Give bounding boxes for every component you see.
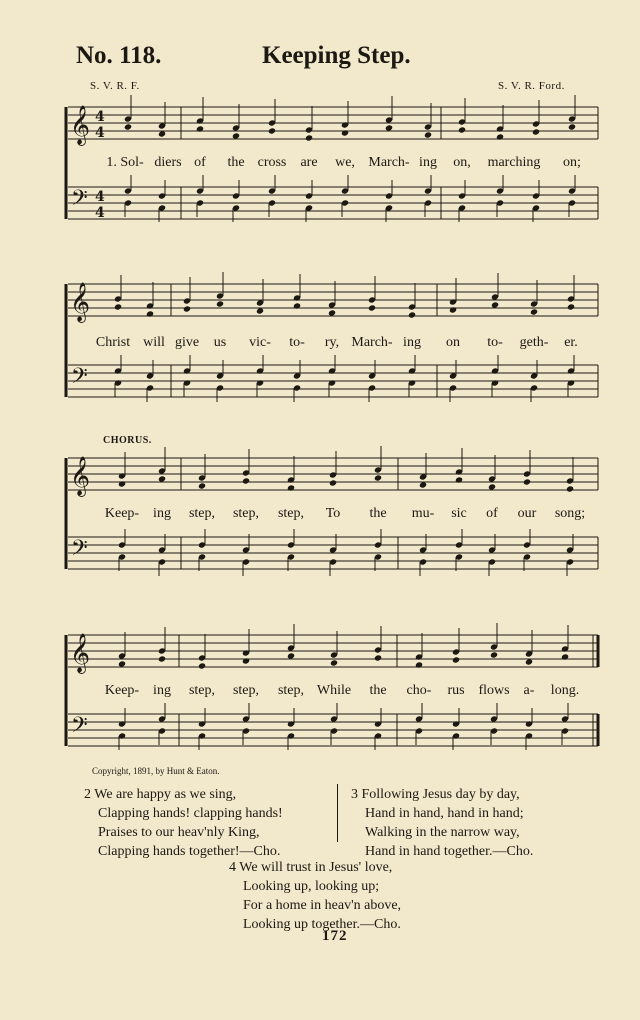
time-signature: 4 xyxy=(95,205,105,221)
lyric-syllable: on xyxy=(446,335,460,350)
lyric-syllable: 1. Sol- xyxy=(106,155,144,170)
lyric-syllable: er. xyxy=(564,335,578,350)
time-signature: 4 xyxy=(95,189,105,205)
lyricist-credit: S. V. R. F. xyxy=(90,80,140,92)
lyric-syllable: ing xyxy=(403,335,421,350)
stanza-line: For a home in heav'n above, xyxy=(243,898,402,913)
lyric-syllable: ry, xyxy=(324,335,340,350)
lyric-syllable: step, xyxy=(188,683,216,698)
lyric-syllable: While xyxy=(316,683,352,698)
lyric-syllable: of xyxy=(486,506,498,521)
stanza-line: Looking up together.—Cho. xyxy=(243,917,401,932)
lyric-syllable: we, xyxy=(335,155,355,170)
lyric-syllable: Christ xyxy=(95,335,131,350)
bass-clef: 𝄢 xyxy=(71,364,88,394)
lyric-syllable: Keep- xyxy=(104,506,140,521)
lyric-syllable: will xyxy=(143,335,165,350)
stanza-line: 2 We are happy as we sing, xyxy=(84,787,237,802)
lyric-syllable: geth- xyxy=(519,335,549,350)
lyric-syllable: step, xyxy=(232,506,260,521)
lyric-line-2 xyxy=(0,335,640,353)
lyric-syllable: a- xyxy=(523,683,535,698)
lyric-syllable: diers xyxy=(154,155,182,170)
lyric-syllable: of xyxy=(194,155,206,170)
stanza-line: Walking in the narrow way, xyxy=(365,825,520,840)
stanza-4 xyxy=(229,858,401,934)
lyric-syllable: to- xyxy=(487,335,503,350)
stanza-line: 3 Following Jesus day by day, xyxy=(351,787,520,802)
lyric-syllable: our xyxy=(517,506,537,521)
stanza-line: Hand in hand together.—Cho. xyxy=(365,844,534,859)
lyric-syllable: Keep- xyxy=(104,683,140,698)
lyric-syllable: March- xyxy=(351,335,393,350)
lyric-syllable: give xyxy=(174,335,200,350)
stanza-line: Praises to our heav'nly King, xyxy=(98,825,260,840)
lyric-syllable: step, xyxy=(277,506,305,521)
lyric-syllable: on, xyxy=(453,155,471,170)
treble-clef: 𝄞 xyxy=(70,456,91,496)
copyright-notice: Copyright, 1891, by Hunt & Eaton. xyxy=(92,766,220,776)
lyric-syllable: on; xyxy=(563,155,581,170)
bass-clef: 𝄢 xyxy=(71,536,88,566)
stanza-line: Clapping hands together!—Cho. xyxy=(98,844,281,859)
lyric-syllable: March- xyxy=(368,155,410,170)
lyric-syllable: step, xyxy=(232,683,260,698)
time-signature: 4 xyxy=(95,109,105,125)
composer-credit: S. V. R. Ford. xyxy=(498,80,565,92)
treble-clef: 𝄞 xyxy=(70,633,91,673)
lyric-syllable: the xyxy=(227,155,245,170)
treble-clef: 𝄞 xyxy=(70,282,91,322)
lyric-syllable: vic- xyxy=(249,335,271,350)
lyric-syllable: marching xyxy=(487,155,541,170)
lyric-syllable: ing xyxy=(153,683,171,698)
bass-clef: 𝄢 xyxy=(71,713,88,743)
lyric-syllable: cho- xyxy=(406,683,432,698)
lyric-syllable: ing xyxy=(153,506,171,521)
lyric-syllable: ing xyxy=(419,155,437,170)
lyric-syllable: To xyxy=(325,506,341,521)
lyric-syllable: flows xyxy=(478,683,510,698)
lyric-syllable: sic xyxy=(451,506,467,521)
lyric-line-1 xyxy=(0,155,640,173)
bass-clef: 𝄢 xyxy=(71,186,88,216)
lyric-syllable: long. xyxy=(550,683,580,698)
stanza-3 xyxy=(351,785,533,861)
stanza-line: Hand in hand, hand in hand; xyxy=(365,806,524,821)
lyric-syllable: mu- xyxy=(411,506,435,521)
stanza-2 xyxy=(84,785,283,861)
lyric-syllable: the xyxy=(369,506,387,521)
lyric-syllable: are xyxy=(300,155,318,170)
lyric-syllable: song; xyxy=(554,506,586,521)
lyric-line-3 xyxy=(0,506,640,524)
treble-clef: 𝄞 xyxy=(70,105,91,145)
lyric-syllable: to- xyxy=(289,335,305,350)
lyric-line-4 xyxy=(0,683,640,701)
lyric-syllable: the xyxy=(369,683,387,698)
lyric-syllable: cross xyxy=(257,155,287,170)
stanza-line: 4 We will trust in Jesus' love, xyxy=(229,860,393,875)
page-number: 172 xyxy=(322,928,348,944)
hymn-number: No. 118. xyxy=(76,42,162,69)
stanza-divider xyxy=(337,784,338,842)
stanza-line: Clapping hands! clapping hands! xyxy=(98,806,283,821)
lyric-syllable: step, xyxy=(277,683,305,698)
lyric-syllable: step, xyxy=(188,506,216,521)
lyric-syllable: us xyxy=(213,335,227,350)
time-signature: 4 xyxy=(95,125,105,141)
hymn-title: Keeping Step. xyxy=(262,42,411,69)
chorus-label: CHORUS. xyxy=(103,435,152,446)
lyric-syllable: rus xyxy=(447,683,465,698)
stanza-line: Looking up, looking up; xyxy=(243,879,380,894)
